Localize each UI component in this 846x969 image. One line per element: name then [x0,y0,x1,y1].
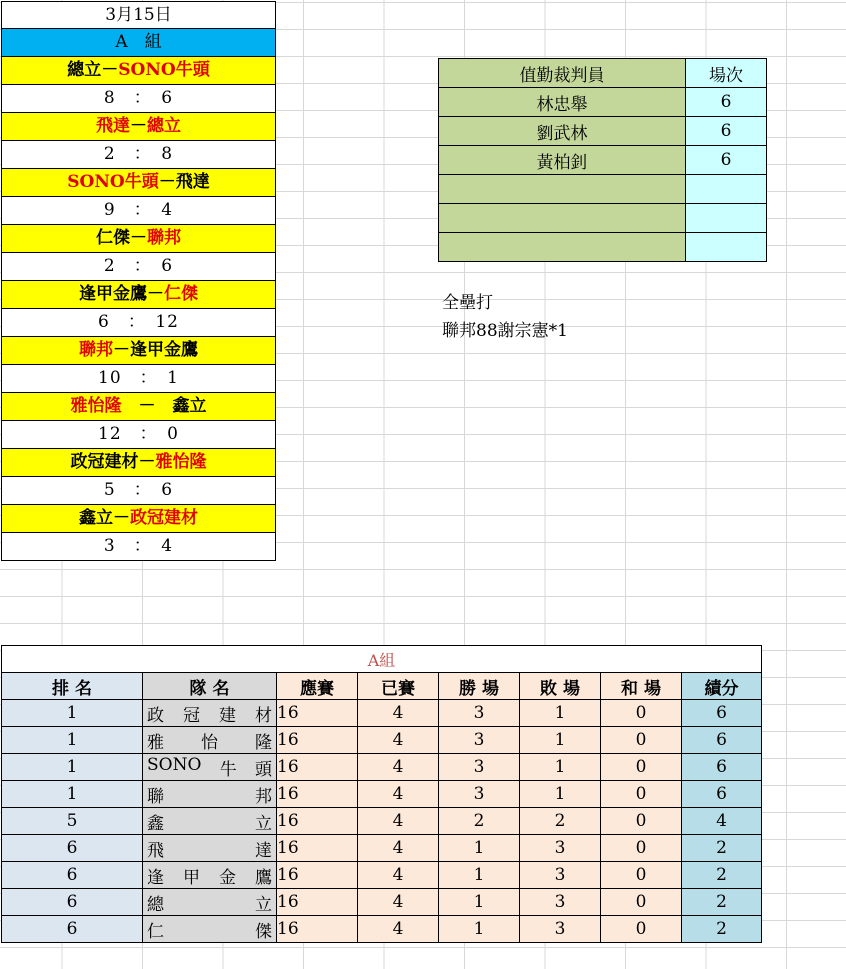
wins-cell[interactable]: 1 [439,916,520,943]
match-home: 飛達 [96,116,130,136]
match-cell[interactable] [1,57,276,85]
match-home: 聯邦 [79,340,113,360]
match-home: 雅怡隆 [70,396,122,416]
match-away: 聯邦 [147,228,181,248]
losses-cell[interactable]: 1 [520,754,601,781]
played-games-cell[interactable]: 4 [358,889,439,916]
played-games-cell[interactable]: 4 [358,808,439,835]
standings-row [2,781,762,808]
referee-name-cell[interactable]: 林忠舉 [439,88,686,117]
score-cell[interactable]: 5 ： 6 [1,477,276,505]
match-home: 總立 [67,60,102,80]
standings-header-cell[interactable]: 排 名 [2,673,143,700]
team-name [143,890,276,915]
points-cell[interactable]: 4 [682,808,762,835]
losses-cell[interactable]: 1 [520,727,601,754]
match-away: 逢甲金鷹 [130,340,198,360]
referee-row [439,175,767,204]
referee-count-cell[interactable] [686,204,767,233]
scheduled-games-cell[interactable]: 16 [277,835,358,862]
draws-cell[interactable]: 0 [601,808,682,835]
points-cell[interactable]: 2 [682,916,762,943]
score-cell[interactable]: 3 ： 4 [1,533,276,561]
standings-row [2,727,762,754]
wins-cell[interactable]: 2 [439,808,520,835]
rank-cell[interactable]: 6 [2,916,143,943]
rank-cell[interactable]: 1 [2,781,143,808]
team-cell[interactable] [143,754,277,781]
standings-row [2,835,762,862]
standings-header-cell[interactable]: 敗 場 [520,673,601,700]
team-name-part: 聯 [147,786,164,807]
draws-cell[interactable]: 0 [601,916,682,943]
referee-table [438,58,767,262]
standings-header-row [2,673,762,700]
standings-row [2,862,762,889]
standings-title[interactable]: A組 [2,646,762,673]
team-cell[interactable] [143,889,277,916]
wins-cell[interactable]: 3 [439,700,520,727]
losses-cell[interactable]: 1 [520,781,601,808]
score-cell[interactable]: 10 ： 1 [1,365,276,393]
team-name-part: 達 [255,840,272,861]
referee-header-count[interactable]: 場次 [686,59,767,88]
team-name [143,755,276,780]
draws-cell[interactable]: 0 [601,835,682,862]
match-list [1,57,276,561]
team-name [143,701,276,726]
rank-cell[interactable]: 6 [2,862,143,889]
standings-table [1,645,762,943]
standings-header-cell[interactable]: 和 場 [601,673,682,700]
team-cell[interactable] [143,727,277,754]
losses-cell[interactable]: 3 [520,916,601,943]
losses-cell[interactable]: 3 [520,862,601,889]
scheduled-games-cell[interactable]: 16 [277,700,358,727]
team-name [143,917,276,942]
referee-count-cell[interactable] [686,233,767,262]
match-home: SONO牛頭 [67,172,159,192]
team-name-part: 建 [219,705,236,726]
match-dash: － [113,508,130,528]
standings-row [2,808,762,835]
match-cell[interactable] [1,169,276,197]
rank-cell[interactable]: 1 [2,700,143,727]
referee-row [439,233,767,262]
played-games-cell[interactable]: 4 [358,835,439,862]
team-name [143,728,276,753]
team-name-part: 雅 [147,732,164,753]
team-name-part: 總 [147,894,164,915]
score-cell[interactable]: 6 ： 12 [1,309,276,337]
homerun-label[interactable]: 全壘打 [442,293,493,313]
referee-header-row [439,59,767,88]
standings-row [2,889,762,916]
team-name-part: 飛 [147,840,164,861]
score-cell[interactable]: 8 ： 6 [1,85,276,113]
match-dash: － [121,396,173,416]
referee-name-cell[interactable] [439,175,686,204]
team-cell[interactable] [143,781,277,808]
team-name-part: 材 [255,705,272,726]
score-cell[interactable]: 9 ： 4 [1,197,276,225]
match-home: 鑫立 [79,508,113,528]
referee-name-cell[interactable] [439,204,686,233]
played-games-cell[interactable]: 4 [358,754,439,781]
scheduled-games-cell[interactable]: 16 [277,916,358,943]
team-name-part: 金 [219,867,236,888]
match-schedule [1,1,276,561]
team-name-part: 牛 [219,759,237,780]
played-games-cell[interactable]: 4 [358,916,439,943]
losses-cell[interactable]: 3 [520,835,601,862]
match-cell[interactable] [1,225,276,253]
team-cell[interactable] [143,862,277,889]
team-name-part: 隆 [255,732,272,753]
team-name-part: 立 [255,813,272,834]
team-name-part: 冠 [183,705,200,726]
losses-cell[interactable]: 1 [520,700,601,727]
match-away: 飛達 [175,172,210,192]
match-home: 政冠建材 [70,452,139,472]
match-cell[interactable] [1,281,276,309]
team-name-part: 甲 [183,867,200,888]
team-cell[interactable] [143,916,277,943]
referee-name-cell[interactable] [439,233,686,262]
team-name [143,836,276,861]
referee-count-cell[interactable]: 6 [686,146,767,175]
standings-header-cell[interactable]: 隊 名 [143,673,277,700]
scheduled-games-cell[interactable]: 16 [277,862,358,889]
wins-cell[interactable]: 3 [439,754,520,781]
team-name-part: 邦 [255,786,272,807]
team-name-part: 逢 [147,867,164,888]
match-cell[interactable] [1,449,276,477]
points-cell[interactable]: 6 [682,754,762,781]
referee-count-cell[interactable]: 6 [686,117,767,146]
standings-row [2,754,762,781]
played-games-cell[interactable]: 4 [358,727,439,754]
rank-cell[interactable]: 6 [2,889,143,916]
scheduled-games-cell[interactable]: 16 [277,754,358,781]
match-away: 政冠建材 [130,508,198,528]
match-cell[interactable] [1,113,276,141]
team-name [143,809,276,834]
match-home: 仁傑 [96,228,130,248]
match-dash: － [158,172,176,192]
match-away: 總立 [147,116,181,136]
rank-cell[interactable]: 1 [2,727,143,754]
match-dash: － [113,340,130,360]
match-cell[interactable] [1,393,276,421]
group-header-cell[interactable]: A 組 [1,29,276,57]
team-cell[interactable] [143,700,277,727]
team-name-part: 頭 [255,759,272,780]
standings-header-cell[interactable]: 勝 場 [439,673,520,700]
match-cell[interactable] [1,505,276,533]
score-cell[interactable]: 2 ： 6 [1,253,276,281]
match-away: 雅怡隆 [155,452,207,472]
points-cell[interactable]: 6 [682,781,762,808]
score-cell[interactable]: 2 ： 8 [1,141,276,169]
scheduled-games-cell[interactable]: 16 [277,781,358,808]
losses-cell[interactable]: 2 [520,808,601,835]
points-cell[interactable]: 2 [682,835,762,862]
referee-name-cell[interactable]: 劉武林 [439,117,686,146]
match-dash: － [130,228,147,248]
team-name [143,863,276,888]
points-cell[interactable]: 6 [682,727,762,754]
draws-cell[interactable]: 0 [601,754,682,781]
rank-cell[interactable]: 5 [2,808,143,835]
draws-cell[interactable]: 0 [601,700,682,727]
date-cell[interactable]: 3月15日 [1,1,276,29]
played-games-cell[interactable]: 4 [358,700,439,727]
scheduled-games-cell[interactable]: 16 [277,808,358,835]
standings-header-cell[interactable]: 應賽 [277,673,358,700]
referee-count-cell[interactable]: 6 [686,88,767,117]
homerun-detail[interactable]: 聯邦88謝宗憲*1 [442,321,568,341]
referee-row [439,204,767,233]
losses-cell[interactable]: 3 [520,889,601,916]
rank-cell[interactable]: 6 [2,835,143,862]
team-name-part: 鷹 [255,867,272,888]
standings-row [2,700,762,727]
team-name-part: 鑫 [147,813,164,834]
team-name-part: 傑 [255,921,272,942]
referee-row [439,146,767,175]
rank-cell[interactable]: 1 [2,754,143,781]
played-games-cell[interactable]: 4 [358,781,439,808]
score-cell[interactable]: 12 ： 0 [1,421,276,449]
match-away: 仁傑 [164,284,198,304]
referee-count-cell[interactable] [686,175,767,204]
played-games-cell[interactable]: 4 [358,862,439,889]
match-home: 逢甲金鷹 [79,284,147,304]
match-cell[interactable] [1,337,276,365]
scheduled-games-cell[interactable]: 16 [277,727,358,754]
wins-cell[interactable]: 1 [439,862,520,889]
standings-header-cell[interactable]: 績分 [682,673,762,700]
wins-cell[interactable]: 1 [439,889,520,916]
team-cell[interactable] [143,808,277,835]
referee-header-name[interactable]: 值勤裁判員 [439,59,686,88]
match-dash: － [130,116,147,136]
team-name-part: SONO [147,754,202,775]
points-cell[interactable]: 6 [682,700,762,727]
draws-cell[interactable]: 0 [601,862,682,889]
draws-cell[interactable]: 0 [601,727,682,754]
team-name-part: 立 [255,894,272,915]
draws-cell[interactable]: 0 [601,889,682,916]
referee-row [439,117,767,146]
wins-cell[interactable]: 1 [439,835,520,862]
referee-name-cell[interactable]: 黃柏釗 [439,146,686,175]
points-cell[interactable]: 2 [682,889,762,916]
match-dash: － [147,284,164,304]
team-cell[interactable] [143,835,277,862]
team-name [143,782,276,807]
scheduled-games-cell[interactable]: 16 [277,889,358,916]
match-away: 鑫立 [172,396,207,416]
wins-cell[interactable]: 3 [439,781,520,808]
points-cell[interactable]: 2 [682,862,762,889]
match-away: SONO牛頭 [118,60,210,80]
standings-title-row [2,646,762,673]
team-name-part: 仁 [147,921,164,942]
match-dash: － [138,452,156,472]
team-name-part: 政 [147,705,164,726]
draws-cell[interactable]: 0 [601,781,682,808]
team-name-part: 怡 [201,732,218,753]
standings-row [2,916,762,943]
match-dash: － [101,60,119,80]
wins-cell[interactable]: 3 [439,727,520,754]
referee-row [439,88,767,117]
standings-header-cell[interactable]: 已賽 [358,673,439,700]
